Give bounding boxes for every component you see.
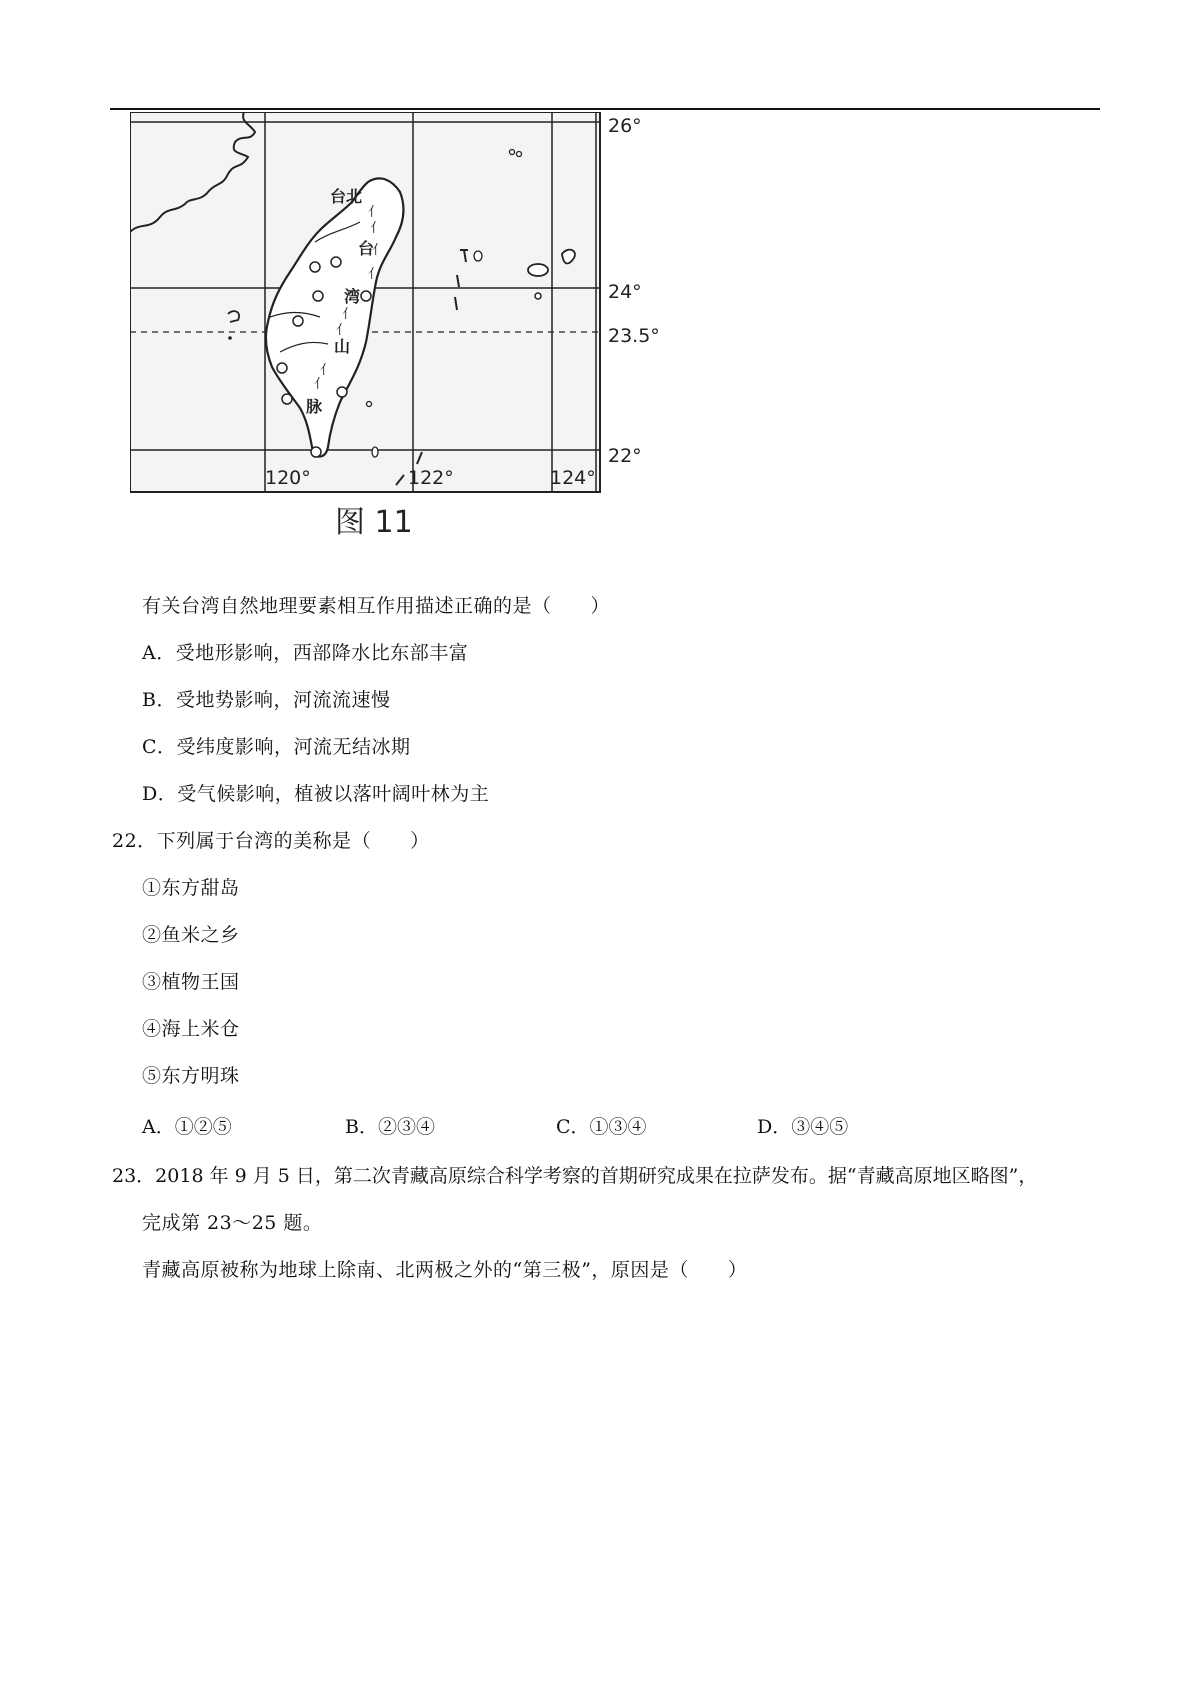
label-shan: 山 — [334, 337, 351, 356]
lat-label-22: 22° — [608, 445, 642, 467]
town-4 — [293, 316, 303, 326]
svg-text:⺅: ⺅ — [320, 363, 334, 378]
q22-item-2: ②鱼米之乡 — [142, 924, 240, 946]
taiwan-map — [130, 112, 730, 582]
islet-5 — [474, 251, 482, 261]
lon-label-120: 120° — [265, 467, 311, 489]
town-3 — [313, 291, 323, 301]
svg-text:⺅: ⺅ — [370, 221, 384, 236]
town-8 — [361, 291, 371, 301]
q22-choice-b: B．②③④ — [345, 1116, 435, 1138]
town-7 — [337, 387, 347, 397]
q21-stem: 有关台湾自然地理要素相互作用描述正确的是（ ） — [142, 595, 611, 617]
q22-item-4: ④海上米仓 — [142, 1018, 240, 1040]
island-small-1 — [535, 293, 541, 299]
q21-option-d: D．受气候影响，植被以落叶阔叶林为主 — [142, 783, 490, 805]
islet-4 — [372, 447, 378, 457]
q22-choice-d: D．③④⑤ — [757, 1116, 849, 1138]
svg-text:⺅: ⺅ — [336, 323, 350, 338]
lat-label-24: 24° — [608, 281, 642, 303]
town-9 — [311, 447, 321, 457]
q21-option-c: C．受纬度影响，河流无结冰期 — [142, 736, 411, 758]
island-dot — [228, 336, 232, 340]
lat-label-23-5: 23.5° — [608, 325, 660, 347]
q23-sub: 青藏高原被称为地球上除南、北两极之外的“第三极”，原因是（ ） — [142, 1259, 748, 1281]
town-1 — [310, 262, 320, 272]
islet-2 — [517, 152, 522, 157]
q21-option-a: A．受地形影响，西部降水比东部丰富 — [142, 642, 469, 664]
town-5 — [277, 363, 287, 373]
town-6 — [282, 394, 292, 404]
islet-1 — [510, 150, 515, 155]
svg-text:⺅: ⺅ — [342, 307, 356, 322]
q22-item-5: ⑤东方明珠 — [142, 1065, 240, 1087]
lon-label-124: 124° — [550, 467, 596, 489]
label-wan: 湾 — [344, 287, 361, 306]
svg-text:⺅: ⺅ — [372, 243, 386, 258]
map-caption: 图 11 — [335, 505, 413, 540]
lon-label-122: 122° — [408, 467, 454, 489]
q22-item-1: ①东方甜岛 — [142, 877, 240, 899]
q22-choice-c: C．①③④ — [556, 1116, 647, 1138]
q22-choice-a: A．①②⑤ — [142, 1116, 232, 1138]
svg-text:⺅: ⺅ — [314, 377, 328, 392]
q23-stem-line2: 完成第 23～25 题。 — [142, 1212, 323, 1234]
header-rule — [110, 108, 1100, 110]
taiwan-map-figure — [130, 112, 730, 582]
lat-label-26: 26° — [608, 115, 642, 137]
q22-stem: 22．下列属于台湾的美称是（ ） — [112, 830, 430, 852]
q21-option-b: B．受地势影响，河流流速慢 — [142, 689, 391, 711]
label-taipei: 台北 — [330, 187, 363, 206]
label-tai: 台 — [358, 239, 375, 258]
svg-text:⺅: ⺅ — [368, 205, 382, 220]
town-2 — [331, 257, 341, 267]
island-ryukyu-1 — [528, 264, 548, 276]
svg-text:⺅: ⺅ — [368, 267, 382, 282]
q23-stem-line1: 23．2018 年 9 月 5 日，第二次青藏高原综合科学考察的首期研究成果在拉萨发布。据“青藏高原地区略图”， — [112, 1165, 1038, 1187]
q22-item-3: ③植物王国 — [142, 971, 240, 993]
label-mai: 脉 — [306, 397, 323, 416]
islet-3 — [367, 402, 372, 407]
